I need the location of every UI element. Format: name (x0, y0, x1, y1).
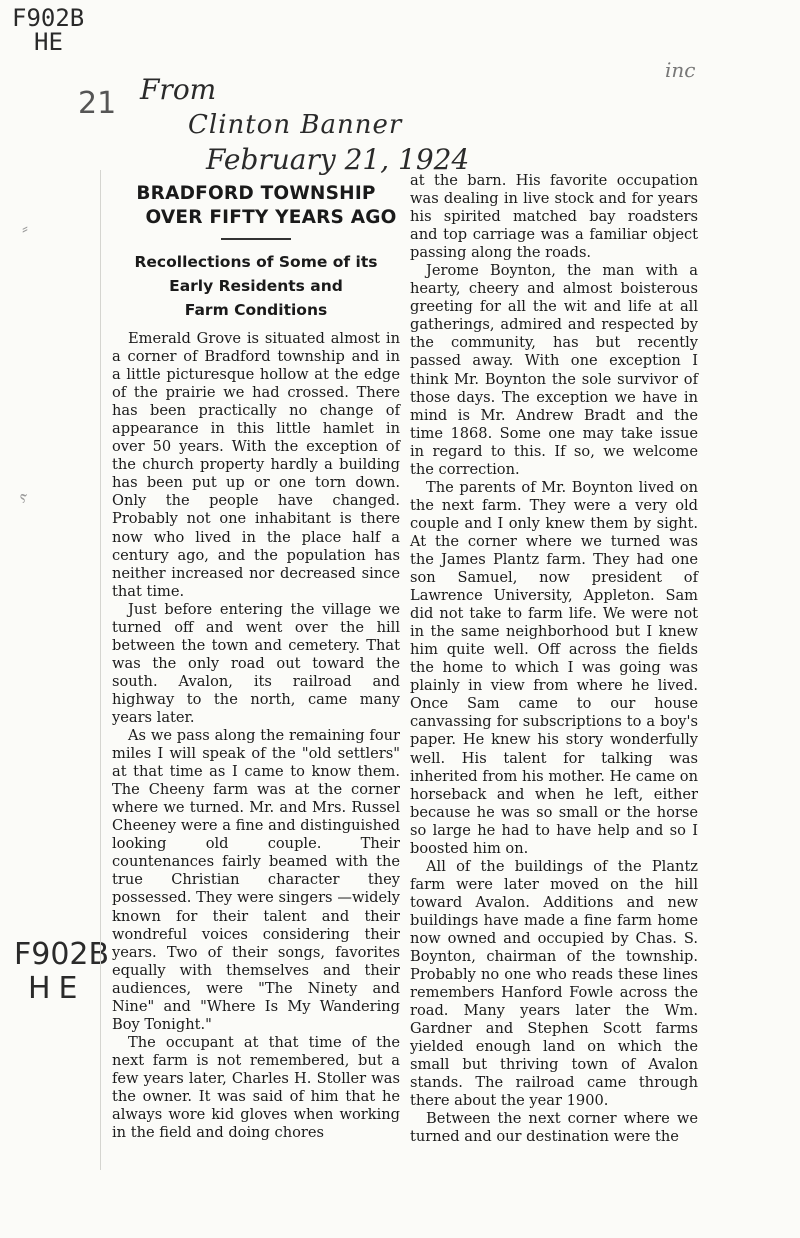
smudge-mark: ⲋ (20, 486, 28, 507)
handwritten-source-note (140, 73, 470, 176)
article-headline (112, 182, 400, 230)
page-number-mark: 21 (78, 86, 117, 121)
paragraph: Between the next corner where we turned and our destination were the (410, 1110, 698, 1146)
source-line-date: February 21, 1924 (206, 143, 470, 176)
headline-line-1: BRADFORD TOWNSHIP (136, 183, 376, 204)
subheadline-line-1: Recollections of Some of its (134, 253, 378, 271)
paragraph: Just before entering the village we turned off and went over the hill between the town and cemetery. That was the only road out toward the south. Avalon, its railroad and highway to the north, came many years later. (112, 600, 400, 726)
archive-mark-top-left-line2: HE (34, 28, 63, 56)
article-column-1 (112, 182, 400, 1142)
paragraph: All of the buildings of the Plantz farm were later moved on the hill toward Avalon. Additions and new buildings have made a fine farm home now owned and occupied by Chas. S. Boynton, chairman of the township. Probably no one who reads these lines remembers Hanford Fowle across the road. Many years later the Wm. Gardner and Stephen Scott farms yielded enough land on which the small but thriving town of Avalon stands. The railroad came through there about the year 1900. (410, 857, 698, 1110)
article-column-2 (410, 172, 698, 1147)
paragraph: The parents of Mr. Boynton lived on the next farm. They were a very old couple and I only knew them by sight. At the corner where we turned was the James Plantz farm. They had one son Samuel, now president of Lawrence University, Appleton. Sam did not take to farm life. We were not in the same neighborhood but I knew him quite well. Off across the fields the home to which I was going was plainly in view from where he lived. Once Sam came to our house canvassing for subscriptions to a boy's paper. He knew his story wonderfully well. His talent for talking was inherited from his mother. He came on horseback and when he left, either because he was so small or the horse so large he had to have help and so I boosted him on. (410, 478, 698, 857)
headline-divider (221, 238, 291, 240)
paragraph: Emerald Grove is situated almost in a corner of Bradford township and in a little picturesque hollow at the edge of the prairie we had crossed. There has been practically no change of appearance in this little hamlet in over 50 years. With the exception of the church property hardly a building has been put up or one torn down. Only the people have changed. Probably not one inhabitant is there now who lived in the place half a century ago, and the population has neither increased nor decreased since that time. (112, 330, 400, 600)
source-line-from: From (140, 73, 217, 106)
paragraph: As we pass along the remaining four miles I will speak of the "old settlers" at that time as I came to know them. The Cheeny farm was at the corner where we turned. Mr. and Mrs. Russel Cheeney were a fine and distinguished looking old couple. Their countenances fairly beamed with the true Christian character they possessed. They were singers —widely known for their talent and their wondreful voices considering their years. Two of their songs, favorites equally with themselves and their audiences, were "The Ninety and Nine" and "Where Is My Wandering Boy Tonight." (112, 727, 400, 1033)
paragraph: Jerome Boynton, the man with a hearty, cheery and almost boisterous greeting for all the wit and life at all gatherings, admired and respected by the community, has but recently passed away. With one exception I think Mr. Boynton the sole survivor of those days. The exception we have in mind is Mr. Andrew Bradt and the time 1868. Some one may take issue in regard to this. If so, we welcome the correction. (410, 262, 698, 478)
source-line-newspaper: Clinton Banner (188, 110, 403, 140)
archive-mark-margin (14, 938, 109, 1006)
archive-mark-top-left (12, 6, 84, 54)
subheadline-line-3: Farm Conditions (184, 301, 328, 319)
smudge-mark: ⸗ (22, 218, 28, 239)
paragraph: The occupant at that time of the next farm is not remembered, but a few years later, Charles H. Stoller was the owner. It was said of him that he always wore kid gloves when working in the field and doing chores (112, 1033, 400, 1142)
archive-mark-margin-line2: HE (28, 971, 86, 1006)
archive-mark-margin-line1: F902B (14, 937, 110, 972)
archive-mark-top-left-line1: F902B (12, 4, 85, 32)
article-subheadline (112, 250, 400, 322)
corner-mark: inc (665, 58, 696, 82)
subheadline-line-2: Early Residents and (169, 277, 343, 295)
headline-line-2: OVER FIFTY YEARS AGO (145, 207, 397, 228)
paragraph: at the barn. His favorite occupation was dealing in live stock and for years his spirited matched bay roadsters and top carriage was a familiar object passing along the roads. (410, 172, 698, 262)
